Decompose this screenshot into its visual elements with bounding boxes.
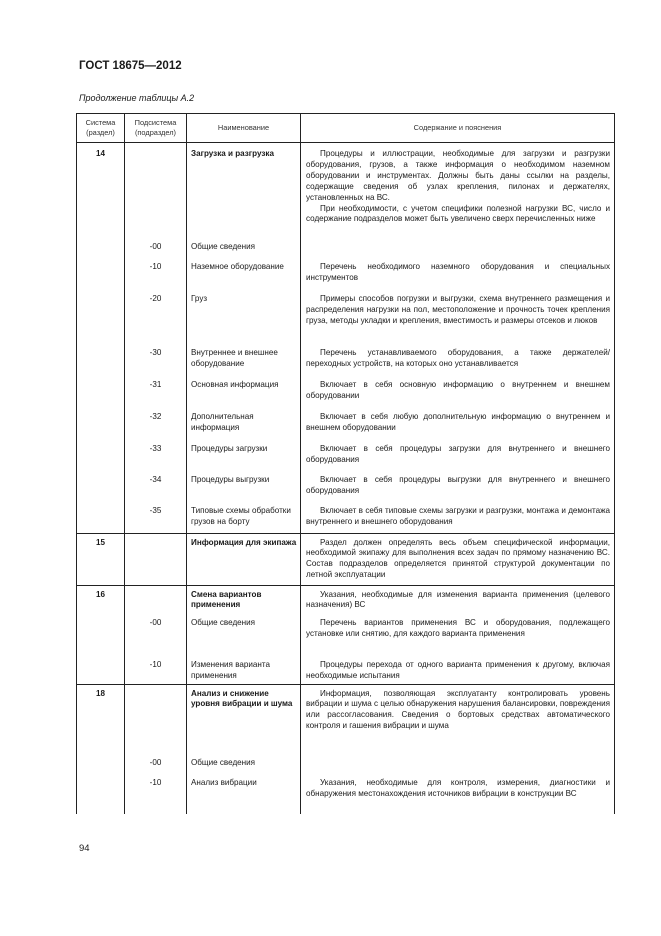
system-code <box>77 440 125 471</box>
system-code <box>77 376 125 408</box>
table-row <box>77 290 615 344</box>
section-name: Процедуры загрузки <box>187 440 301 471</box>
system-code <box>77 238 125 258</box>
section-description <box>301 408 615 440</box>
system-code <box>77 290 125 344</box>
subsystem-code: -32 <box>125 408 187 440</box>
table-caption: Продолжение таблицы А.2 <box>79 93 195 103</box>
subsystem-code <box>125 684 187 754</box>
subsystem-code <box>125 585 187 614</box>
system-code: 15 <box>77 533 125 585</box>
subsystem-code: -10 <box>125 258 187 290</box>
table-row <box>77 258 615 290</box>
section-description <box>301 533 615 585</box>
section-name: Процедуры выгрузки <box>187 471 301 502</box>
table-row <box>77 145 615 238</box>
column-header-subsystem: Подсистема (подраздел) <box>125 114 187 143</box>
section-description <box>301 238 615 258</box>
table-row <box>77 585 615 614</box>
subsystem-code: -00 <box>125 754 187 774</box>
section-description <box>301 774 615 814</box>
subsystem-code: -00 <box>125 238 187 258</box>
section-name: Изменения варианта применения <box>187 656 301 684</box>
description-paragraph: Включает в себя основную информацию о внутреннем и внешнем оборудовании <box>306 380 610 400</box>
section-name: Внутреннее и внешнее оборудование <box>187 344 301 376</box>
section-description <box>301 258 615 290</box>
description-paragraph: Информация, позволяющая эксплуатанту контролировать уровень вибрации и шума с целью обнаружения нарушения балансировки, повреждения или рассогласования. Сведения о бортовых средствах автоматического контроля и гашения вибрации и шума <box>306 688 610 731</box>
description-paragraph: Раздел должен определять весь объем специфической информации, необходимой экипажу для выполнения всех задач по прямому назначению ВС. Состав подразделов определяется принятой структурой документации по летной эксплуатации <box>306 537 610 580</box>
description-paragraph: Указания, необходимые для изменения варианта применения (целевого назначения) ВС <box>306 589 610 610</box>
table-row <box>77 440 615 471</box>
description-paragraph: Перечень необходимого наземного оборудования и специальных инструментов <box>306 262 610 282</box>
system-code <box>77 774 125 814</box>
system-code: 14 <box>77 145 125 238</box>
system-code <box>77 258 125 290</box>
section-description <box>301 656 615 684</box>
section-description <box>301 585 615 614</box>
subsystem-code: -35 <box>125 502 187 533</box>
column-header-name: Наименование <box>187 114 301 143</box>
section-name: Основная информация <box>187 376 301 408</box>
system-code <box>77 614 125 656</box>
system-code <box>77 502 125 533</box>
table-row <box>77 754 615 774</box>
section-name: Типовые схемы обработки грузов на борту <box>187 502 301 533</box>
section-name: Смена вариантов применения <box>187 585 301 614</box>
description-paragraph: Процедуры перехода от одного варианта применения к другому, включая необходимые испытания <box>306 660 610 680</box>
section-description <box>301 684 615 754</box>
description-paragraph: Указания, необходимые для контроля, измерения, диагностики и обнаружения местонахождения источников вибрации в конструкции ВС <box>306 778 610 798</box>
section-name: Анализ вибрации <box>187 774 301 814</box>
table-row <box>77 502 615 533</box>
section-description <box>301 440 615 471</box>
content-table <box>76 113 615 814</box>
section-description <box>301 376 615 408</box>
subsystem-code <box>125 145 187 238</box>
system-code: 16 <box>77 585 125 614</box>
section-description <box>301 344 615 376</box>
column-header-description: Содержание и пояснения <box>301 114 615 143</box>
section-name: Груз <box>187 290 301 344</box>
section-name: Загрузка и разгрузка <box>187 145 301 238</box>
description-paragraph: Включает в себя процедуры загрузки для внутреннего и внешнего оборудования <box>306 444 610 464</box>
section-name: Анализ и снижение уровня вибрации и шума <box>187 684 301 754</box>
table-row <box>77 614 615 656</box>
system-code <box>77 408 125 440</box>
page-number: 94 <box>79 843 90 854</box>
standard-header: ГОСТ 18675—2012 <box>79 60 182 72</box>
section-name: Общие сведения <box>187 754 301 774</box>
description-paragraph: Включает в себя типовые схемы загрузки и разгрузки, монтажа и демонтажа внутреннего и внешнего оборудования <box>306 506 610 526</box>
subsystem-code: -10 <box>125 656 187 684</box>
description-paragraph: При необходимости, с учетом специфики полезной нагрузки ВС, число и содержание подразделов может быть увеличено сверх перечисленных ниже <box>306 203 610 224</box>
subsystem-code: -20 <box>125 290 187 344</box>
section-description <box>301 614 615 656</box>
subsystem-code <box>125 533 187 585</box>
table-row <box>77 656 615 684</box>
subsystem-code: -30 <box>125 344 187 376</box>
table-row <box>77 684 615 754</box>
section-name: Общие сведения <box>187 238 301 258</box>
section-name: Дополнительная информация <box>187 408 301 440</box>
system-code <box>77 471 125 502</box>
description-paragraph: Процедуры и иллюстрации, необходимые для загрузки и разгрузки оборудования, грузов, а также информация о необходимом наземном оборудовании и инструментах. Должны быть даны ссылки на разделы, содержащие сведения об узлах крепления, пилонах и держателях, установленных на ВС. <box>306 149 610 202</box>
section-description <box>301 145 615 238</box>
subsystem-code: -31 <box>125 376 187 408</box>
system-code <box>77 656 125 684</box>
subsystem-code: -10 <box>125 774 187 814</box>
table-row <box>77 533 615 585</box>
system-code <box>77 344 125 376</box>
section-description <box>301 471 615 502</box>
description-paragraph: Примеры способов погрузки и выгрузки, схема внутреннего размещения и распределения нагрузки на пол, местоположение и прочность точек крепления груза, методы укладки и крепления, вместимость и размеры отсеков и люков <box>306 294 610 325</box>
section-name: Общие сведения <box>187 614 301 656</box>
table-row <box>77 471 615 502</box>
table-row <box>77 238 615 258</box>
section-description <box>301 754 615 774</box>
description-paragraph: Включает в себя любую дополнительную информацию о внутреннем и внешнем оборудовании <box>306 412 610 432</box>
section-name: Информация для экипажа <box>187 533 301 585</box>
table-row <box>77 774 615 814</box>
table-row <box>77 344 615 376</box>
description-paragraph: Перечень устанавливаемого оборудования, а также держателей/переходных устройств, на которых оно устанавливается <box>306 348 610 368</box>
section-name: Наземное оборудование <box>187 258 301 290</box>
table-row <box>77 408 615 440</box>
system-code <box>77 754 125 774</box>
subsystem-code: -00 <box>125 614 187 656</box>
subsystem-code: -33 <box>125 440 187 471</box>
section-description <box>301 290 615 344</box>
table-row <box>77 376 615 408</box>
description-paragraph: Включает в себя процедуры выгрузки для внутреннего и внешнего оборудования <box>306 475 610 495</box>
system-code: 18 <box>77 684 125 754</box>
subsystem-code: -34 <box>125 471 187 502</box>
column-header-system: Система (раздел) <box>77 114 125 143</box>
description-paragraph: Перечень вариантов применения ВС и оборудования, подлежащего установке или снятию, для каждого варианта применения <box>306 618 610 638</box>
section-description <box>301 502 615 533</box>
